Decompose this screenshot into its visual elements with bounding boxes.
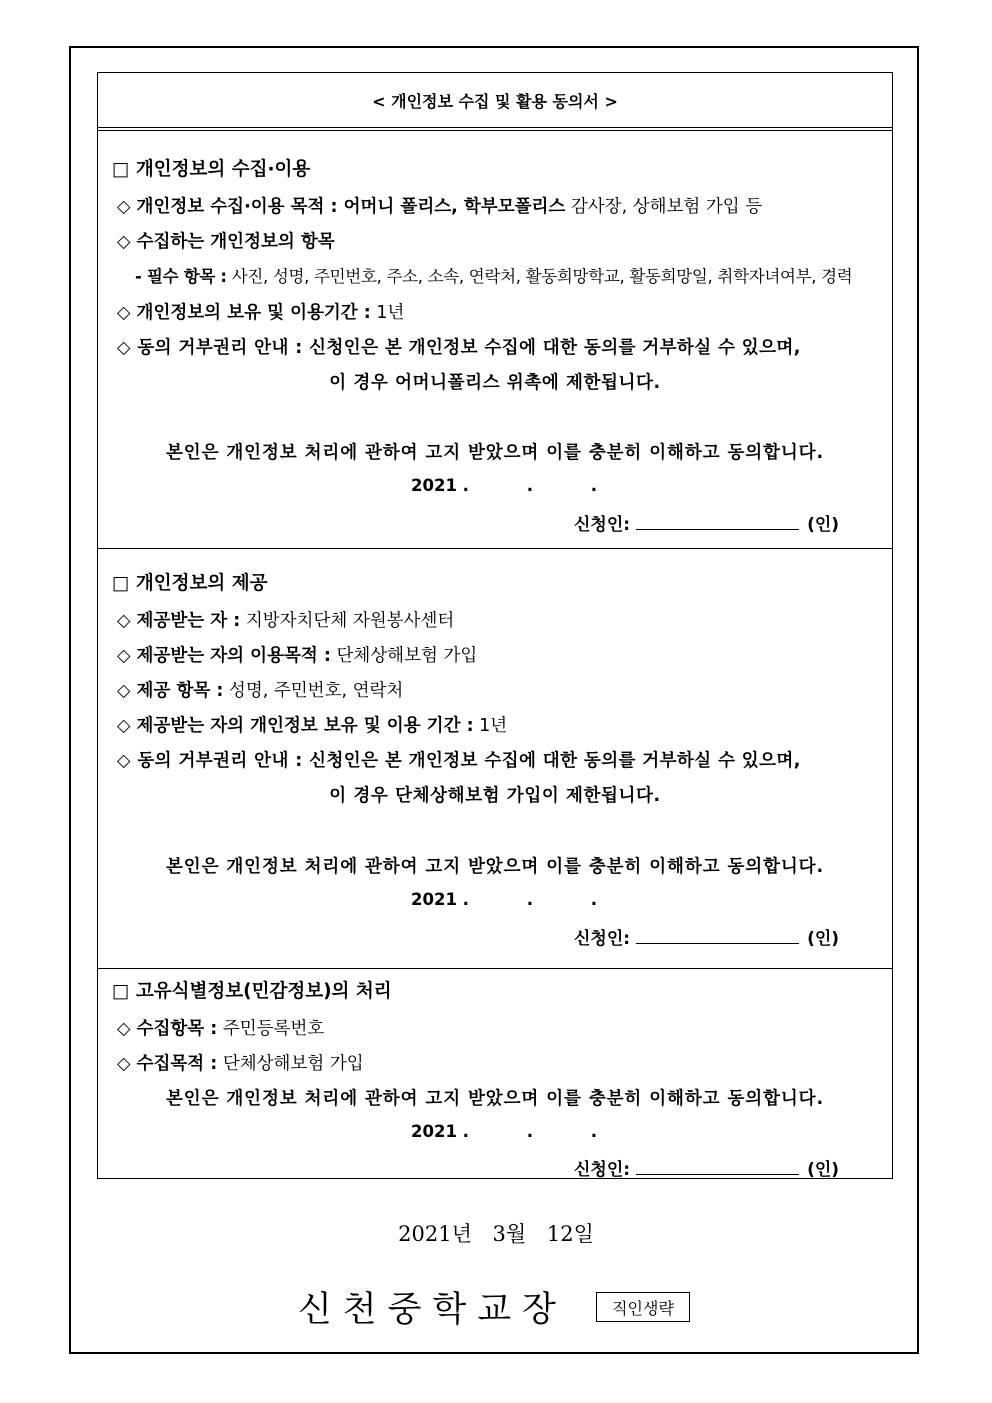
date-year: 2021 .: [411, 890, 469, 909]
required-label: - 필수 항목 :: [135, 267, 227, 286]
section-heading: □ 개인정보의 제공: [112, 573, 268, 594]
retention-label: ◇ 제공받는 자의 개인정보 보유 및 이용 기간 :: [117, 716, 474, 736]
date-year: 2021 .: [411, 1122, 469, 1141]
signature-line: [574, 1155, 839, 1180]
date-line: [411, 1122, 597, 1141]
required-row: [135, 263, 852, 287]
signature-label: 신청인:: [574, 1160, 631, 1180]
refusal-notice-line2: 이 경우 어머니폴리스 위촉에 제한됩니다.: [329, 373, 661, 393]
date-dot-month: .: [526, 476, 533, 495]
date-dot-day: .: [590, 1122, 597, 1141]
retention-row: [117, 299, 404, 324]
purpose-value: 감사장, 상해보험 가입 등: [565, 197, 763, 217]
signature-field[interactable]: [636, 515, 799, 530]
retention-label: ◇ 개인정보의 보유 및 이용기간 :: [117, 303, 371, 323]
recipient-label: ◇ 제공받는 자 :: [117, 611, 241, 631]
use-purpose-label: ◇ 제공받는 자의 이용목적 :: [117, 646, 331, 666]
seal-mark: (인): [807, 1160, 840, 1180]
retention-row: [117, 712, 507, 737]
seal-mark: (인): [807, 515, 840, 535]
recipient-row: [117, 607, 454, 632]
purpose-label: ◇ 개인정보 수집·이용 목적 : 어머니 폴리스, 학부모폴리스: [117, 197, 566, 217]
section-heading: □ 고유식별정보(민감정보)의 처리: [112, 981, 392, 1002]
form-title: < 개인정보 수집 및 활용 동의서 >: [98, 73, 892, 131]
date-dot-day: .: [590, 476, 597, 495]
consent-statement: 본인은 개인정보 처리에 관하여 고지 받았으며 이를 충분히 이해하고 동의합니다.: [165, 857, 825, 877]
required-value: 사진, 성명, 주민번호, 주소, 소속, 연락처, 활동희망학교, 활동희망일, 취학자녀여부, 경력: [226, 267, 853, 286]
refusal-notice-line1: ◇ 동의 거부권리 안내 : 신청인은 본 개인정보 수집에 대한 동의를 거부하실 수 있으며,: [117, 751, 801, 771]
section-heading: □ 개인정보의 수집·이용: [112, 159, 311, 180]
consent-statement: 본인은 개인정보 처리에 관하여 고지 받았으며 이를 충분히 이해하고 동의합니다.: [165, 443, 825, 463]
refusal-notice-line1: ◇ 동의 거부권리 안내 : 신청인은 본 개인정보 수집에 대한 동의를 거부하실 수 있으며,: [117, 338, 801, 358]
collection-purpose-value: 단체상해보험 가입: [217, 1054, 364, 1074]
use-purpose-row: [117, 642, 477, 667]
collection-purpose-label: ◇ 수집목적 :: [117, 1054, 218, 1074]
seal-mark: (인): [807, 929, 840, 949]
date-line: [411, 476, 597, 495]
date-dot-month: .: [526, 890, 533, 909]
issue-date: 2021년 3월 12일: [398, 1222, 594, 1246]
signature-field[interactable]: [636, 929, 799, 944]
retention-value: 1년: [473, 716, 508, 736]
consent-statement: 본인은 개인정보 처리에 관하여 고지 받았으며 이를 충분히 이해하고 동의합니다.: [165, 1089, 825, 1109]
collected-items-label: ◇ 수집항목 :: [117, 1019, 218, 1039]
recipient-value: 지방자치단체 자원봉사센터: [240, 611, 455, 631]
signature-field[interactable]: [636, 1160, 799, 1175]
purpose-row: [117, 193, 762, 218]
seal-omitted-box: 직인생략: [596, 1292, 690, 1322]
signature-line: [574, 510, 839, 535]
use-purpose-value: 단체상해보험 가입: [330, 646, 478, 666]
retention-value: 1년: [370, 303, 405, 323]
section-collection-use: [98, 131, 892, 549]
date-dot-month: .: [526, 1122, 533, 1141]
date-year: 2021 .: [411, 476, 469, 495]
consent-form: [97, 72, 893, 1179]
signature-label: 신청인:: [574, 929, 631, 949]
principal-name: 신천중학교장: [298, 1290, 567, 1330]
provided-items-label: ◇ 제공 항목 :: [117, 681, 224, 701]
items-label: ◇ 수집하는 개인정보의 항목: [117, 232, 335, 252]
collected-items-row: [117, 1015, 324, 1040]
refusal-notice-line2: 이 경우 단체상해보험 가입이 제한됩니다.: [329, 786, 661, 806]
collected-items-value: 주민등록번호: [217, 1019, 325, 1039]
collection-purpose-row: [117, 1050, 364, 1075]
section-provision: [98, 549, 892, 969]
provided-items-row: [117, 677, 403, 702]
provided-items-value: 성명, 주민번호, 연락처: [223, 681, 404, 701]
date-dot-day: .: [590, 890, 597, 909]
signature-line: [574, 924, 839, 949]
signature-label: 신청인:: [574, 515, 631, 535]
date-line: [411, 890, 597, 909]
section-unique-identifier: [98, 969, 892, 1178]
